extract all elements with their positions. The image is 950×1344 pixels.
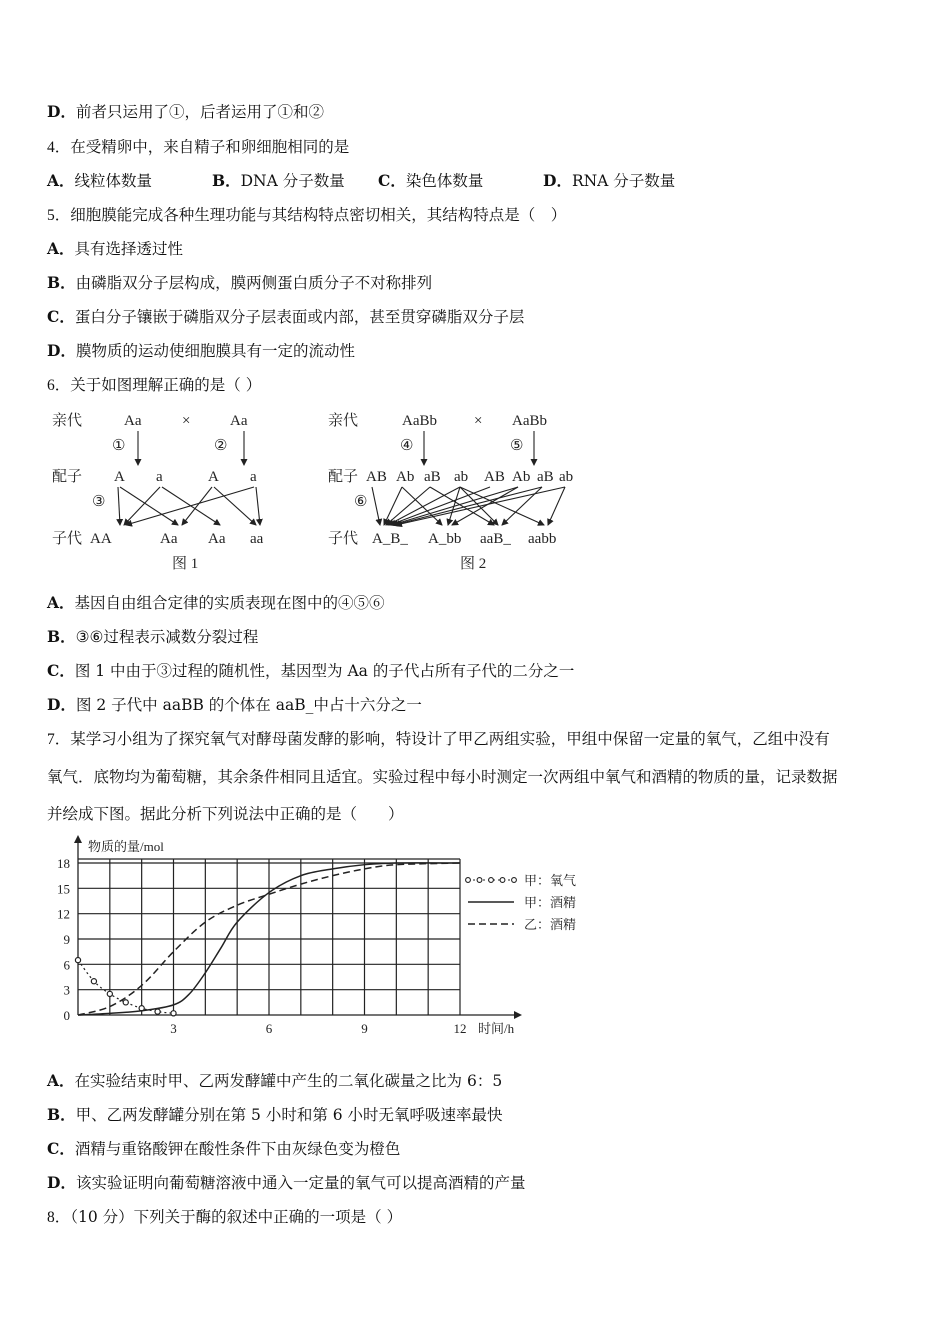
- q4-option-a: [47, 171, 152, 191]
- question-text: 某学习小组为了探究氧气对酵母菌发酵的影响，特设计了甲乙两组实验，甲组中保留一定量的氧气，乙组中没有: [70, 730, 830, 748]
- option-text: 酒精与重铬酸钾在酸性条件下由灰绿色变为橙色: [74, 1140, 401, 1158]
- fig2-parent-1: AaBb: [402, 413, 437, 429]
- option-text: 具有选择透过性: [74, 240, 184, 258]
- fig2-step-4: ④: [400, 438, 414, 454]
- fig2-arrow: [460, 487, 498, 525]
- fig2-offspring-3: aaB_: [480, 531, 511, 547]
- option-letter: B．: [47, 1105, 76, 1124]
- y-tick-label: 12: [57, 906, 70, 922]
- fig1-arrow: [182, 487, 212, 525]
- y-tick-label: 6: [63, 957, 70, 973]
- fig2-offspring-label: 子代: [328, 531, 359, 547]
- option-letter: A．: [47, 593, 75, 612]
- question-text: （10 分）下列关于酶的叙述中正确的一项是（ ）: [70, 1208, 403, 1226]
- q5-option-c: [47, 307, 524, 327]
- y-tick-label: 0: [63, 1008, 70, 1023]
- fig2-gamete-3: aB: [424, 469, 441, 485]
- q6-option-b: [47, 627, 258, 647]
- q7-option-a: [47, 1071, 502, 1091]
- fig1-gamete-1: A: [114, 469, 125, 485]
- option-text: 膜物质的运动使细胞膜具有一定的流动性: [75, 342, 355, 360]
- question-text: 并绘成下图。据此分析下列说法中正确的是（ ）: [47, 805, 404, 823]
- fig2-parent-2: AaBb: [512, 413, 547, 429]
- fig1-gamete-label: 配子: [52, 469, 83, 485]
- option-letter: C．: [378, 171, 406, 190]
- fig1-parent-1: Aa: [124, 413, 142, 429]
- y-tick-label: 3: [63, 982, 70, 998]
- fig2-offspring-1: A_B_: [372, 531, 408, 547]
- x-tick-label: 9: [361, 1021, 368, 1036]
- q5-stem: [47, 205, 566, 226]
- q7-option-d: [47, 1173, 525, 1193]
- option-letter: D．: [47, 102, 76, 121]
- series-1-point: [155, 1009, 160, 1014]
- fig1-arrow: [118, 487, 120, 525]
- series-1-point: [91, 979, 96, 984]
- q6-option-c: [47, 661, 574, 681]
- fig2-offspring-4: aabb: [528, 531, 557, 547]
- fig2-parent-label: 亲代: [328, 413, 359, 429]
- option-letter: D．: [47, 341, 76, 360]
- chart-grid: [78, 839, 518, 1015]
- option-letter: B．: [47, 273, 76, 292]
- series-1-point: [171, 1011, 176, 1016]
- x-tick-label: 3: [170, 1021, 177, 1036]
- q4-option-d: [543, 171, 675, 191]
- option-letter: A．: [47, 171, 75, 190]
- fig1-gamete-3: A: [208, 469, 219, 485]
- fig1-offspring-3: Aa: [208, 531, 226, 547]
- q7-stem-line-2: [47, 767, 838, 787]
- option-text: 该实验证明向葡萄糖溶液中通入一定量的氧气可以提高酒精的产量: [75, 1174, 526, 1192]
- q7-option-c: [47, 1139, 400, 1159]
- question-number: 5．: [47, 207, 71, 224]
- fig2-step-5: ⑤: [510, 438, 524, 454]
- fig1-caption: 图 1: [172, 556, 199, 572]
- fig1-step-2: ②: [214, 438, 228, 454]
- fig2-arrow: [460, 487, 544, 525]
- fig1-arrow: [256, 487, 260, 525]
- q7-stem-line-1: [47, 729, 830, 750]
- fig2-arrow: [394, 487, 542, 525]
- q7-stem-line-3: [47, 804, 404, 824]
- question-number: 8．: [47, 1209, 71, 1226]
- fig2-arrow: [392, 487, 518, 525]
- question-number: 4．: [47, 139, 71, 156]
- y-axis-label: 物质的量/mol: [88, 839, 164, 854]
- question-text: 在受精卵中，来自精子和卵细胞相同的是: [70, 138, 350, 156]
- option-text: DNA 分子数量: [240, 172, 345, 190]
- q4-option-b: [212, 171, 345, 191]
- q6-option-a: [47, 593, 385, 613]
- x-tick-label: 6: [265, 1021, 273, 1036]
- question-text: 关于如图理解正确的是（ ）: [70, 376, 262, 394]
- option-letter: B．: [212, 171, 241, 190]
- q4-option-c: [378, 171, 483, 191]
- fig2-step-6: ⑥: [354, 494, 368, 510]
- fig1-cross: ×: [182, 413, 191, 429]
- series-1-point: [123, 1000, 128, 1005]
- option-letter: C．: [47, 1139, 75, 1158]
- option-text: RNA 分子数量: [571, 172, 676, 190]
- option-letter: A．: [47, 239, 75, 258]
- fig2-cross: ×: [474, 413, 483, 429]
- q6-option-d: [47, 695, 422, 715]
- y-tick-label: 18: [57, 856, 70, 871]
- q8-stem: [47, 1207, 402, 1228]
- fig1-parent-label: 亲代: [52, 413, 83, 429]
- fig1-offspring-2: Aa: [160, 531, 178, 547]
- series-1-point: [107, 991, 112, 996]
- fig2-gamete-4: ab: [454, 469, 469, 485]
- fig2-gamete-2: Ab: [396, 469, 415, 485]
- legend-series-2-label: 甲：酒精: [524, 895, 577, 910]
- fig2-gamete-label: 配子: [328, 469, 359, 485]
- option-letter: D．: [47, 1173, 76, 1192]
- fig1-offspring-4: aa: [250, 531, 264, 547]
- option-letter: C．: [47, 307, 75, 326]
- fig2-gamete-7: aB: [537, 469, 554, 485]
- legend-series-1-swatch-point: [466, 878, 471, 883]
- question-text: 细胞膜能完成各种生理功能与其结构特点密切相关，其结构特点是（ ）: [70, 206, 567, 224]
- legend-series-1-swatch-point: [477, 878, 482, 883]
- option-letter: D．: [543, 171, 572, 190]
- q5-option-b: [47, 273, 432, 293]
- q7-option-b: [47, 1105, 503, 1125]
- option-text: 线粒体数量: [74, 172, 153, 190]
- option-letter: D．: [47, 695, 76, 714]
- fig2-gamete-6: Ab: [512, 469, 531, 485]
- option-text: 蛋白分子镶嵌于磷脂双分子层表面或内部，甚至贯穿磷脂双分子层: [74, 308, 525, 326]
- question-number: 7．: [47, 731, 71, 748]
- question-text: 氧气．底物均为葡萄糖，其余条件相同且适宜。实验过程中每小时测定一次两组中氧气和酒精的物质的量，记录数据: [47, 768, 838, 786]
- fig1-gamete-2: a: [156, 469, 163, 485]
- option-text: 染色体数量: [405, 172, 484, 190]
- chart-legend: [466, 873, 576, 932]
- x-tick-label: 12: [453, 1021, 467, 1036]
- fig2-caption: 图 2: [460, 556, 487, 572]
- legend-series-1-label: 甲：氧气: [524, 873, 577, 888]
- option-text: ③⑥过程表示减数分裂过程: [75, 628, 259, 646]
- option-text: 基因自由组合定律的实质表现在图中的④⑤⑥: [74, 594, 385, 612]
- fig1-gamete-4: a: [250, 469, 257, 485]
- q4-stem: [47, 137, 349, 158]
- fig2-arrow: [548, 487, 565, 525]
- option-text: 由磷脂双分子层构成，膜两侧蛋白质分子不对称排列: [75, 274, 433, 292]
- fig1-step-3: ③: [92, 494, 106, 510]
- series-1-point: [75, 958, 80, 963]
- fig2-arrow: [372, 487, 380, 525]
- option-letter: B．: [47, 627, 76, 646]
- fermentation-chart: [48, 835, 608, 1045]
- genetics-figure: [50, 405, 590, 580]
- fig1-parent-2: Aa: [230, 413, 248, 429]
- option-text: 甲、乙两发酵罐分别在第 5 小时和第 6 小时无氧呼吸速率最快: [75, 1106, 503, 1124]
- q3-option-d: [47, 102, 324, 122]
- option-text: 前者只运用了①，后者运用了①和②: [75, 103, 324, 121]
- legend-series-1-swatch-point: [512, 878, 517, 883]
- legend-series-1-swatch-point: [489, 878, 494, 883]
- q6-stem: [47, 375, 261, 396]
- option-text: 图 2 子代中 aaBB 的个体在 aaB_中占十六分之一: [75, 696, 422, 714]
- fig1-offspring-label: 子代: [52, 531, 83, 547]
- fig2-gamete-1: AB: [366, 469, 387, 485]
- fig1-step-1: ①: [112, 438, 126, 454]
- y-tick-label: 9: [63, 932, 70, 947]
- option-text: 在实验结束时甲、乙两发酵罐中产生的二氧化碳量之比为 6：5: [74, 1072, 503, 1090]
- fig2-gamete-8: ab: [559, 469, 574, 485]
- option-letter: A．: [47, 1071, 75, 1090]
- fig2-gamete-5: AB: [484, 469, 505, 485]
- question-number: 6．: [47, 377, 71, 394]
- chart-ticks: [57, 856, 467, 1036]
- legend-series-1-swatch-point: [500, 878, 505, 883]
- fig2-offspring-2: A_bb: [428, 531, 462, 547]
- y-tick-label: 15: [57, 881, 70, 897]
- q5-option-d: [47, 341, 355, 361]
- option-text: 图 1 中由于③过程的随机性，基因型为 Aa 的子代占所有子代的二分之一: [74, 662, 575, 680]
- option-letter: C．: [47, 661, 75, 680]
- fig1-offspring-1: AA: [90, 531, 112, 547]
- x-axis-label: 时间/h: [478, 1021, 515, 1036]
- legend-series-3-label: 乙：酒精: [524, 917, 577, 932]
- q5-option-a: [47, 239, 183, 259]
